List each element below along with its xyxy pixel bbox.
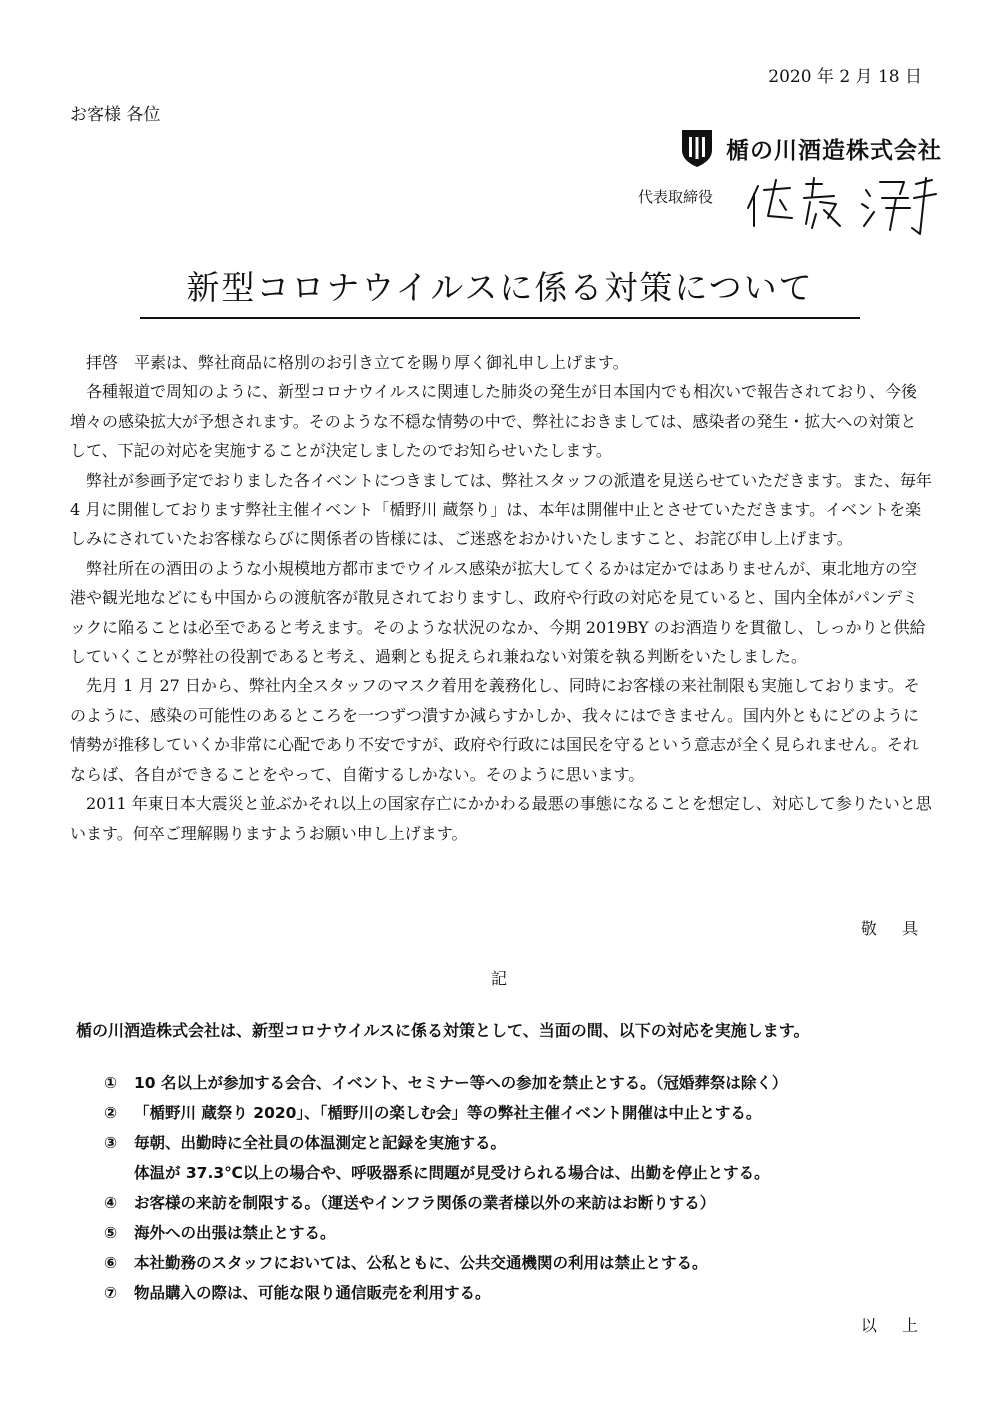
paragraph: 2011 年東日本大震災と並ぶかそれ以上の国家存亡にかかわる最悪の事態になることを想定し、対応して参りたいと思います。何卒ご理解賜りますようお願い申し上げます。 [70, 794, 932, 843]
paragraph: 拝啓 平素は、弊社商品に格別のお引き立てを賜り厚く御礼申し上げます。 [86, 353, 629, 372]
item-number: ⑦ [104, 1284, 118, 1302]
document-date: 2020 年 2 月 18 日 [768, 67, 922, 87]
item-number: ② [104, 1104, 118, 1122]
list-item [104, 1278, 787, 1308]
paragraph: 各種報道で周知のように、新型コロナウイルスに関連した肺炎の発生が日本国内でも相次いで報告されており、今後増々の感染拡大が予想されます。そのような不穏な情勢の中で、弊社におきましては、感染者の発生・拡大への対策として、下記の対応を実施することが決定しましたのでお知らせいたします。 [70, 382, 918, 461]
item-text: お客様の来訪を制限する。（運送やインフラ関係の業者様以外の来訪はお断りする） [134, 1194, 716, 1212]
item-text: 「楯野川 蔵祭り 2020」、「楯野川の楽しむ会」等の弊社主催イベント開催は中止とする。 [134, 1104, 762, 1122]
item-number: ① [104, 1074, 118, 1092]
list-item [104, 1098, 787, 1128]
list-item-continuation [104, 1158, 787, 1188]
list-item [104, 1188, 787, 1218]
item-number: ⑥ [104, 1254, 118, 1272]
ki-heading: 記 [491, 969, 508, 988]
item-number: ③ [104, 1134, 118, 1152]
list-item [104, 1248, 787, 1278]
closing-ijou: 以 上 [860, 1316, 928, 1335]
paragraph: 弊社所在の酒田のような小規模地方都市までウイルス感染が拡大してくるかは定かではありませんが、東北地方の空港や観光地などにも中国からの渡航客が散見されておりますし、政府や行政の対応を見ていると、国内全体がパンデミックに陥ることは必至であると考えます。そのような状況のなか、今期 2019BY のお酒造りを貫徹し、しっかりと供給していくことが弊社の役割であると考え、過剰とも捉えられ兼ねない対策を執る判断をいたしました。 [70, 558, 926, 667]
representative-title: 代表取締役 [638, 188, 714, 206]
document-title: 新型コロナウイルスに係る対策について [140, 262, 860, 319]
company-name: 楯の川酒造株式会社 [726, 137, 942, 164]
list-item [104, 1128, 787, 1158]
item-text: 海外への出張は禁止とする。 [134, 1224, 336, 1242]
item-number: ⑤ [104, 1224, 118, 1242]
list-item [104, 1218, 787, 1248]
company-logo-icon [680, 128, 714, 168]
item-text: 本社勤務のスタッフにおいては、公私ともに、公共交通機関の利用は禁止とする。 [134, 1254, 708, 1272]
item-text: 体温が 37.3℃以上の場合や、呼吸器系に問題が見受けられる場合は、出勤を停止とする。 [134, 1164, 770, 1182]
item-number: ④ [104, 1194, 118, 1212]
item-text: 10 名以上が参加する会合、イベント、セミナー等への参加を禁止とする。（冠婚葬祭は除く） [134, 1074, 788, 1092]
recipient: お客様 各位 [70, 105, 161, 125]
item-text: 物品購入の際は、可能な限り通信販売を利用する。 [134, 1284, 491, 1302]
paragraph: 先月 1 月 27 日から、弊社内全スタッフのマスク着用を義務化し、同時にお客様の来社制限も実施しております。そのように、感染の可能性のあるところを一つずつ潰すか減らすかしか、我々にはできません。国内外ともにどのように情勢が推移していくか非常に心配であり不安ですが、政府や行政には国民を守るという意志が全く見られません。それならば、各自ができることをやって、自衛するしかない。そのように思います。 [70, 676, 920, 784]
closing-keigu: 敬 具 [860, 919, 928, 938]
item-text: 毎朝、出勤時に全社員の体温測定と記録を実施する。 [134, 1134, 507, 1152]
paragraph: 弊社が参画予定でおりました各イベントにつきましては、弊社スタッフの派遣を見送らせていただきます。また、毎年 4 月に開催しております弊社主催イベント「楯野川 蔵祭り」は、本年は開催中止とさせていただきます。イベントを楽しみにされていたお客様ならびに関係者の皆様には、ご迷惑をおかけいたしますこと、お詫び申し上げます。 [70, 470, 932, 549]
company-header [680, 128, 942, 168]
letter-body [70, 348, 932, 848]
list-item [104, 1068, 787, 1098]
measures-intro: 楯の川酒造株式会社は、新型コロナウイルスに係る対策として、当面の間、以下の対応を実施します。 [76, 1021, 810, 1040]
handwritten-signature [740, 168, 940, 238]
measures-list [104, 1068, 787, 1308]
